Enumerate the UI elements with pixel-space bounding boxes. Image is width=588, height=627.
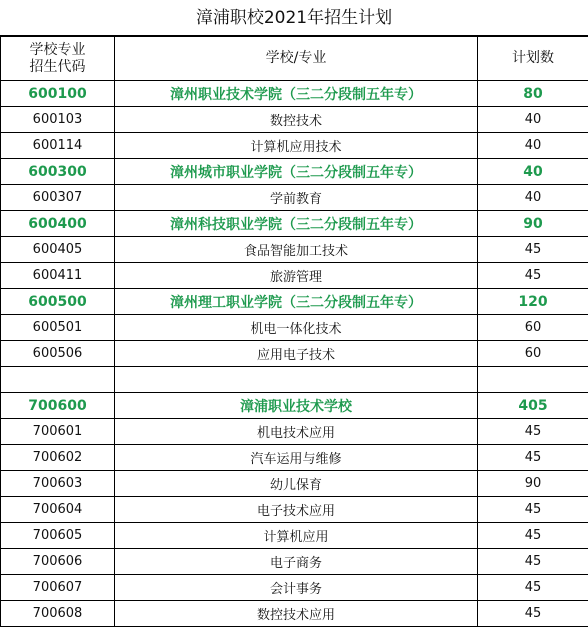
cell-code: 600501 bbox=[1, 315, 115, 341]
cell-plan: 120 bbox=[478, 289, 588, 315]
table-row bbox=[1, 419, 588, 445]
cell-plan: 45 bbox=[478, 445, 588, 471]
cell-name: 学前教育 bbox=[115, 185, 478, 211]
cell-plan: 40 bbox=[478, 133, 588, 159]
cell-name: 数控技术 bbox=[115, 107, 478, 133]
table-body bbox=[1, 81, 588, 627]
cell-name: 应用电子技术 bbox=[115, 341, 478, 367]
cell-name: 机电一体化技术 bbox=[115, 315, 478, 341]
cell-code: 600405 bbox=[1, 237, 115, 263]
table-row bbox=[1, 523, 588, 549]
cell-plan: 40 bbox=[478, 185, 588, 211]
cell-name: 计算机应用技术 bbox=[115, 133, 478, 159]
table-row bbox=[1, 133, 588, 159]
cell-name: 机电技术应用 bbox=[115, 419, 478, 445]
cell-code: 600307 bbox=[1, 185, 115, 211]
cell-code: 700601 bbox=[1, 419, 115, 445]
cell-code: 700602 bbox=[1, 445, 115, 471]
cell-code: 700607 bbox=[1, 575, 115, 601]
school-row bbox=[1, 159, 588, 185]
cell-plan: 60 bbox=[478, 341, 588, 367]
cell-code: 600506 bbox=[1, 341, 115, 367]
cell-code: 700606 bbox=[1, 549, 115, 575]
cell-name: 电子技术应用 bbox=[115, 497, 478, 523]
table-row bbox=[1, 549, 588, 575]
cell-plan bbox=[478, 367, 588, 393]
cell-code: 700603 bbox=[1, 471, 115, 497]
table-row bbox=[1, 341, 588, 367]
cell-plan: 40 bbox=[478, 107, 588, 133]
cell-name: 食品智能加工技术 bbox=[115, 237, 478, 263]
cell-plan: 405 bbox=[478, 393, 588, 419]
table-row bbox=[1, 497, 588, 523]
cell-code: 600500 bbox=[1, 289, 115, 315]
cell-name: 旅游管理 bbox=[115, 263, 478, 289]
cell-code: 600411 bbox=[1, 263, 115, 289]
cell-code: 700604 bbox=[1, 497, 115, 523]
cell-plan: 80 bbox=[478, 81, 588, 107]
table-row bbox=[1, 315, 588, 341]
cell-code: 600103 bbox=[1, 107, 115, 133]
cell-plan: 90 bbox=[478, 211, 588, 237]
cell-plan: 45 bbox=[478, 237, 588, 263]
page-title: 漳浦职校2021年招生计划 bbox=[0, 0, 588, 36]
cell-plan: 40 bbox=[478, 159, 588, 185]
table-row bbox=[1, 601, 588, 627]
cell-name: 幼儿保育 bbox=[115, 471, 478, 497]
school-row bbox=[1, 393, 588, 419]
enrollment-table bbox=[0, 36, 588, 627]
school-row bbox=[1, 289, 588, 315]
cell-name: 电子商务 bbox=[115, 549, 478, 575]
cell-name: 漳浦职业技术学校 bbox=[115, 393, 478, 419]
cell-code: 600400 bbox=[1, 211, 115, 237]
cell-name: 漳州职业技术学院（三二分段制五年专） bbox=[115, 81, 478, 107]
cell-plan: 45 bbox=[478, 549, 588, 575]
cell-code: 700608 bbox=[1, 601, 115, 627]
school-row bbox=[1, 211, 588, 237]
table-row bbox=[1, 471, 588, 497]
table-row bbox=[1, 237, 588, 263]
cell-plan: 45 bbox=[478, 523, 588, 549]
cell-plan: 60 bbox=[478, 315, 588, 341]
cell-plan: 90 bbox=[478, 471, 588, 497]
cell-name: 计算机应用 bbox=[115, 523, 478, 549]
blank-row bbox=[1, 367, 588, 393]
cell-code: 600300 bbox=[1, 159, 115, 185]
table-row bbox=[1, 575, 588, 601]
cell-name: 数控技术应用 bbox=[115, 601, 478, 627]
header-plan: 计划数 bbox=[478, 37, 588, 81]
cell-plan: 45 bbox=[478, 575, 588, 601]
cell-plan: 45 bbox=[478, 419, 588, 445]
cell-plan: 45 bbox=[478, 497, 588, 523]
table-row bbox=[1, 185, 588, 211]
table-row bbox=[1, 263, 588, 289]
table-row bbox=[1, 445, 588, 471]
header-name: 学校/专业 bbox=[115, 37, 478, 81]
header-row bbox=[1, 37, 588, 81]
header-code: 学校专业 招生代码 bbox=[1, 37, 115, 81]
cell-name: 漳州理工职业学院（三二分段制五年专） bbox=[115, 289, 478, 315]
cell-name: 汽车运用与维修 bbox=[115, 445, 478, 471]
cell-name bbox=[115, 367, 478, 393]
school-row bbox=[1, 81, 588, 107]
cell-plan: 45 bbox=[478, 263, 588, 289]
cell-plan: 45 bbox=[478, 601, 588, 627]
cell-name: 漳州城市职业学院（三二分段制五年专） bbox=[115, 159, 478, 185]
cell-name: 会计事务 bbox=[115, 575, 478, 601]
cell-code: 700600 bbox=[1, 393, 115, 419]
cell-code: 600100 bbox=[1, 81, 115, 107]
cell-code bbox=[1, 367, 115, 393]
cell-code: 600114 bbox=[1, 133, 115, 159]
table-row bbox=[1, 107, 588, 133]
cell-name: 漳州科技职业学院（三二分段制五年专） bbox=[115, 211, 478, 237]
cell-code: 700605 bbox=[1, 523, 115, 549]
